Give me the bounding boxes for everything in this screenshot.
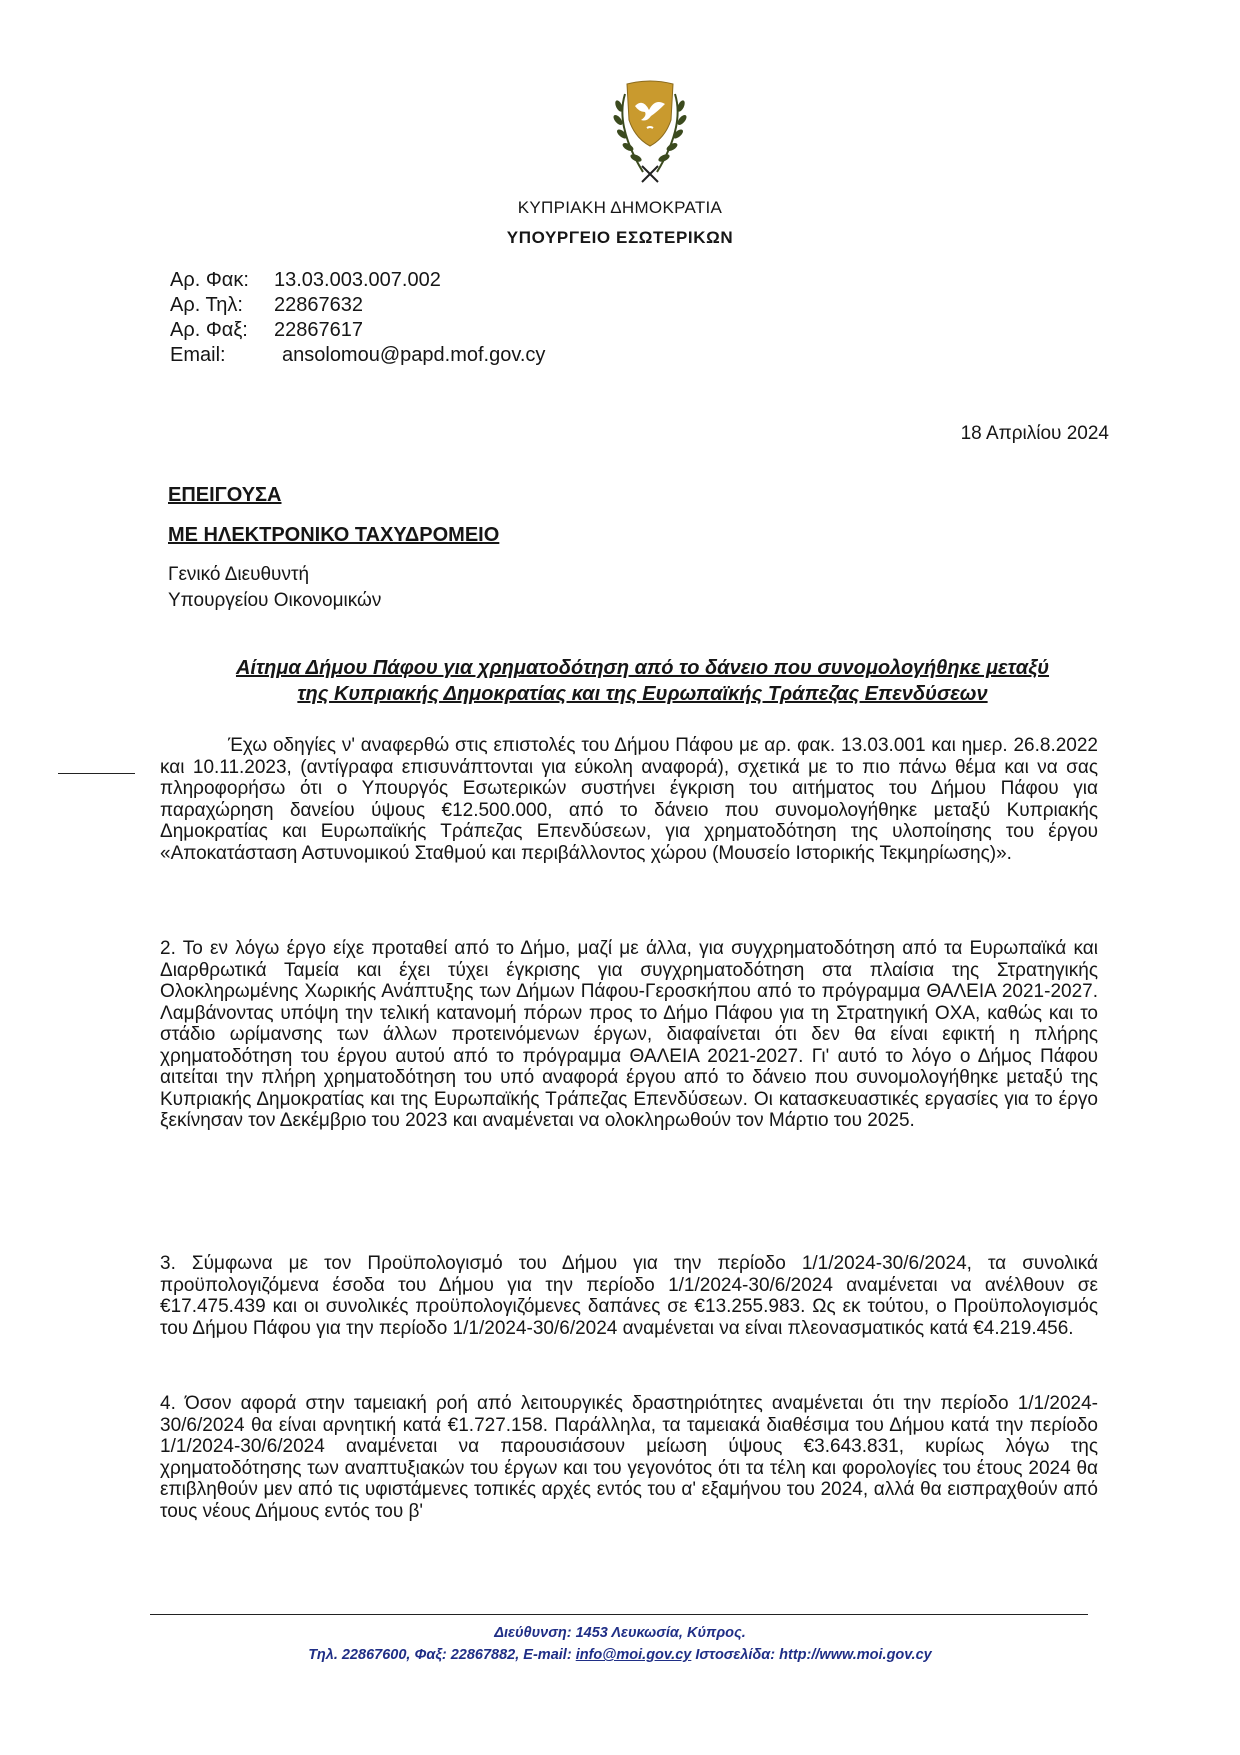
paragraph-4 xyxy=(160,1393,1098,1522)
phone-label: Αρ. Τηλ: xyxy=(170,294,243,316)
paragraph-4-text: 4. Όσον αφορά στην ταμειακή ροή από λειτουργικές δραστηριότητες αναμένεται ότι την περίοδο 1/1/2024-30/6/2024 θα είναι αρνητική κατά €1.727.158. Παράλληλα, τα ταμειακά διαθέσιμα του Δήμου κατά την περίοδο 1/1/2024-30/6/2024 αναμένεται να παρουσιάσουν μείωση ύψους €3.643.831, κυρίως λόγω της χρηματοδότησης των αναπτυξιακών του έργων και του γεγονότος ότι τα τέλη και φορολογίες του έτους 2024 θα επιβληθούν μεν από τις υφιστάμενες τοπικές αρχές εντός του α' εξαμήνου του 2024, αλλά θα εισπραχθούν από τους νέους Δήμους εντός του β' xyxy=(160,1393,1098,1522)
phone-value: 22867632 xyxy=(274,294,363,316)
paragraph-3 xyxy=(160,1253,1098,1339)
subject-line-2: της Κυπριακής Δημοκρατίας και της Ευρωπαϊκής Τράπεζας Επενδύσεων xyxy=(297,683,988,705)
footer-divider xyxy=(150,1614,1088,1615)
paragraph-1-text: Έχω οδηγίες ν' αναφερθώ στις επιστολές του Δήμου Πάφου με αρ. φακ. 13.03.001 και ημερ. 26.8.2022 και 10.11.2023, (αντίγραφα επισυνάπτονται για εύκολη αναφορά), σχετικά με το πιο πάνω θέμα και να σας πληροφορήσω ότι ο Υπουργός Εσωτερικών συστήνει έγκριση του αιτήματος του Δήμου Πάφου για παραχώρηση δανείου ύψους €12.500.000, από το δάνειο που συνομολογήθηκε μεταξύ Κυπριακής Δημοκρατίας και Ευρωπαϊκής Τράπεζας Επενδύσεων, για χρηματοδότηση της υλοποίησης του έργου «Αποκατάσταση Αστυνομικού Σταθμού και περιβάλλοντος χώρου (Μουσείο Ιστορικής Τεκμηρίωσης)». xyxy=(160,735,1098,864)
email-value[interactable]: ansolomou@papd.mof.gov.cy xyxy=(282,344,546,366)
paragraph-2-text: 2. Το εν λόγω έργο είχε προταθεί από το Δήμο, μαζί με άλλα, για συγχρηματοδότηση από τα Ευρωπαϊκά και Διαρθρωτικά Ταμεία και έχει τύχει έγκρισης για συγχρηματοδότηση στα πλαίσια της Στρατηγικής Ολοκληρωμένης Χωρικής Ανάπτυξης των Δήμων Πάφου-Γεροσκήπου από το πρόγραμμα ΘΑΛΕΙΑ 2021-2027. Λαμβάνοντας υπόψη την τελική κατανομή πόρων προς το Δήμο Πάφου για τη Στρατηγική ΟΧΑ, καθώς και το στάδιο ωρίμανσης των άλλων προτεινόμενων έργων, διαφαίνεται ότι δεν θα είναι εφικτή η πλήρης χρηματοδότηση του έργου αυτού από το πρόγραμμα ΘΑΛΕΙΑ 2021-2027. Γι' αυτό το λόγο ο Δήμος Πάφου αιτείται την πλήρη χρηματοδότηση του υπό αναφορά έργου από το δάνειο που συνομολογήθηκε μεταξύ της Κυπριακής Δημοκρατίας και της Ευρωπαϊκής Τράπεζας Επενδύσεων. Οι κατασκευαστικές εργασίες για το έργο ξεκίνησαν τον Δεκέμβριο του 2023 και αναμένεται να ολοκληρωθούν τον Μάρτιο του 2025. xyxy=(160,938,1098,1131)
footer-site-label: Ιστοσελίδα: xyxy=(691,1647,780,1663)
recipient-title: Γενικό Διευθυντή xyxy=(168,564,310,585)
footer-contact xyxy=(0,1647,1240,1663)
reference-block xyxy=(170,268,545,368)
footer-email-link[interactable]: info@moi.gov.cy xyxy=(575,1647,692,1663)
paragraph-2 xyxy=(160,938,1098,1132)
subject-line-1: Αίτημα Δήμου Πάφου για χρηματοδότηση από το δάνειο που συνομολογήθηκε μεταξύ xyxy=(235,657,1050,679)
fax-label: Αρ. Φαξ: xyxy=(170,319,248,341)
recipient-block xyxy=(168,562,381,614)
delivery-method: ΜΕ ΗΛΕΚΤΡΟΝΙΚΟ ΤΑΧΥΔΡΟΜΕΙΟ xyxy=(168,524,500,546)
recipient-organization: Υπουργείου Οικονομικών xyxy=(168,590,382,611)
paragraph-1 xyxy=(160,735,1098,864)
file-number-row xyxy=(170,268,545,293)
cyprus-coat-of-arms-icon xyxy=(585,76,715,188)
phone-row xyxy=(170,293,545,318)
fax-value: 22867617 xyxy=(274,319,363,341)
subject-heading xyxy=(180,655,1105,707)
margin-dash xyxy=(58,773,135,774)
footer-address: Διεύθυνση: 1453 Λευκωσία, Κύπρος. xyxy=(494,1625,746,1641)
footer-website-link[interactable]: http://www.moi.gov.cy xyxy=(779,1647,932,1663)
letter-date: 18 Απριλίου 2024 xyxy=(960,423,1109,444)
email-label: Email: xyxy=(170,344,226,366)
email-row xyxy=(170,343,545,368)
paragraph-3-text: 3. Σύμφωνα με τον Προϋπολογισμό του Δήμου για την περίοδο 1/1/2024-30/6/2024, τα συνολικά προϋπολογιζόμενα έσοδα του Δήμου για την περίοδο 1/1/2024-30/6/2024 αναμένεται να ανέλθουν σε €17.475.439 και οι συνολικές προϋπολογιζόμενες δαπάνες σε €13.255.983. Ως εκ τούτου, ο Προϋπολογισμός του Δήμου Πάφου για την περίοδο 1/1/2024-30/6/2024 αναμένεται να είναι πλεονασματικός κατά €4.219.456. xyxy=(160,1253,1098,1339)
urgent-label: ΕΠΕΙΓΟΥΣΑ xyxy=(168,484,282,506)
file-number-label: Αρ. Φακ: xyxy=(170,269,249,291)
ministry-name: ΥΠΟΥΡΓΕΙΟ ΕΣΩΤΕΡΙΚΩΝ xyxy=(506,228,734,247)
republic-name: ΚΥΠΡΙΑΚΗ ΔΗΜΟΚΡΑΤΙΑ xyxy=(517,198,723,217)
fax-row xyxy=(170,318,545,343)
footer-contact-prefix: Τηλ. 22867600, Φαξ: 22867882, E-mail: xyxy=(308,1647,576,1663)
file-number-value: 13.03.003.007.002 xyxy=(274,269,441,291)
